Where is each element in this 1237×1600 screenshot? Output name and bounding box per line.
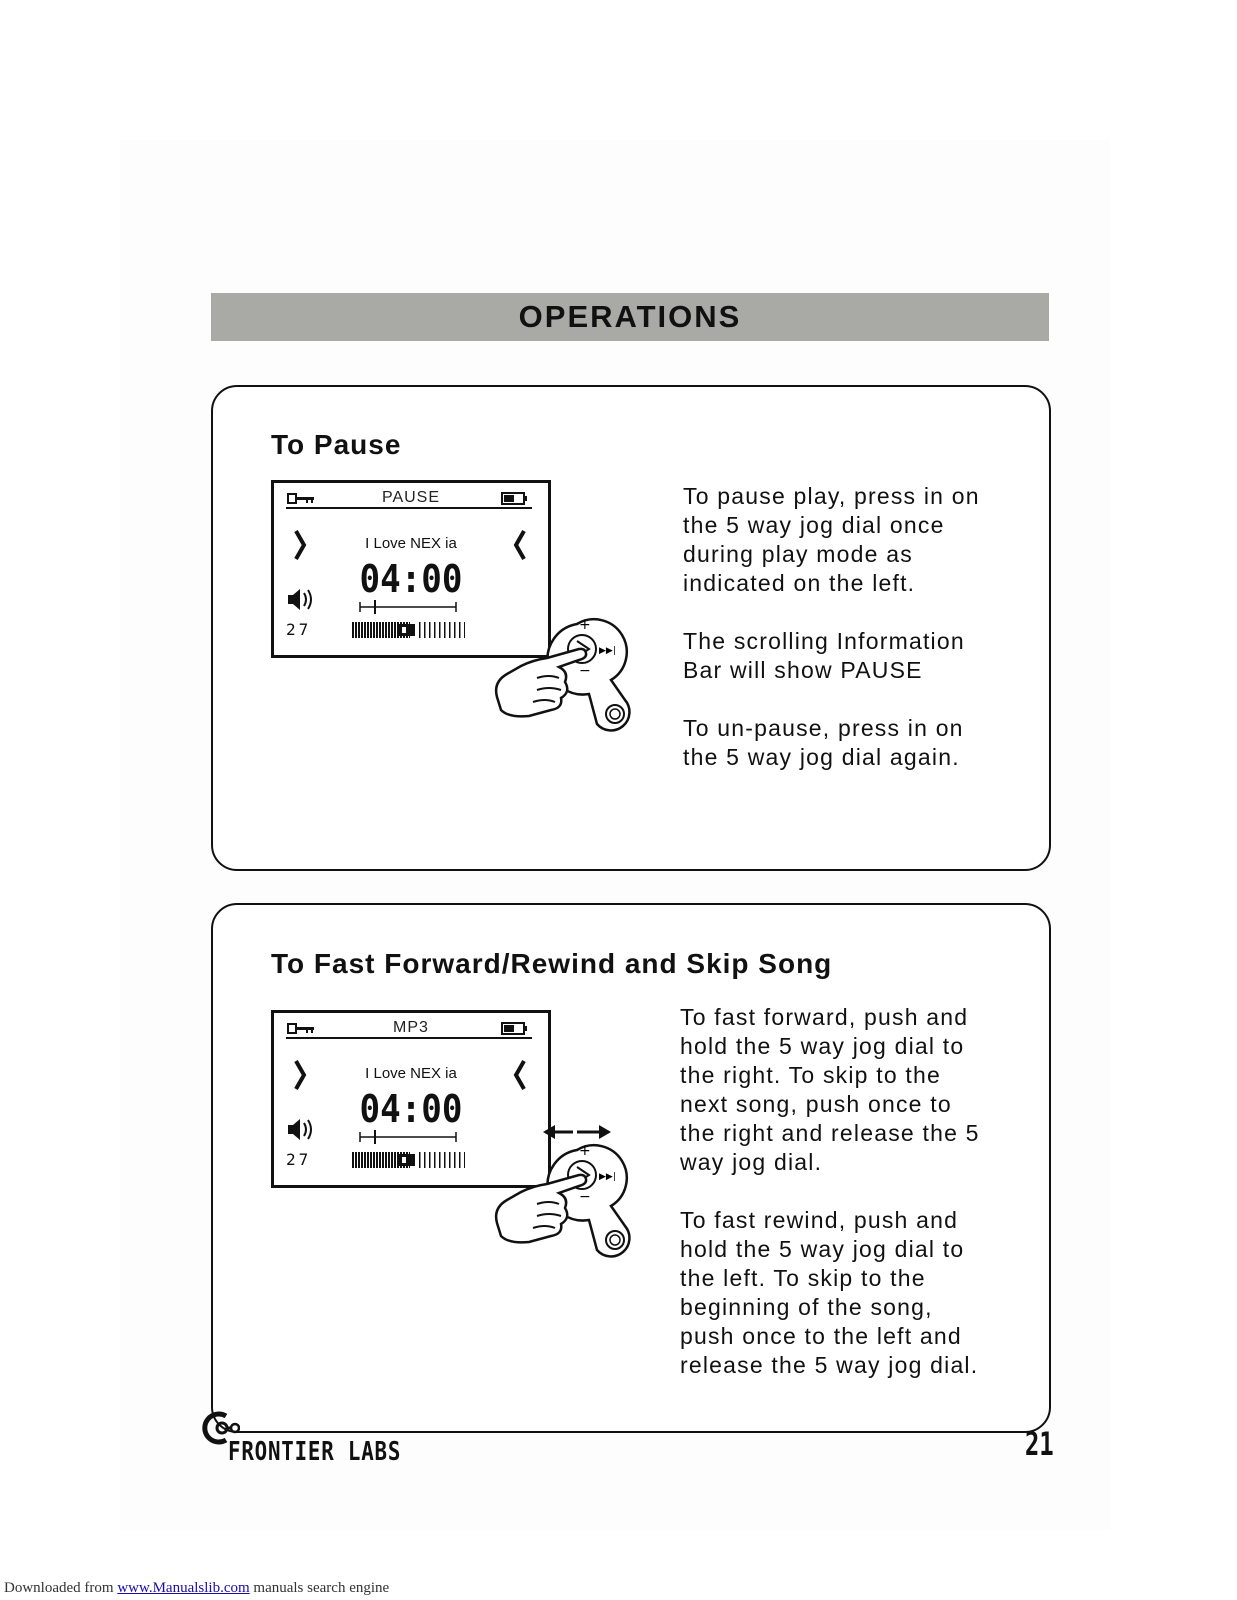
screen-track-number: 27	[286, 620, 312, 639]
brand-logo-text: FRONTIER LABS	[228, 1437, 402, 1467]
paragraph: To un-pause, press in on the 5 way jog dial again.	[683, 715, 964, 770]
screen-song-title: I Love NEX ia	[365, 1065, 457, 1082]
fast-forward-panel	[211, 903, 1051, 1433]
footer-prefix: Downloaded from	[4, 1580, 114, 1596]
instructions-text	[683, 482, 1033, 801]
section-title: To Pause	[271, 429, 402, 460]
svg-text:−: −	[579, 663, 591, 679]
section-header-bar	[211, 293, 1049, 341]
paragraph: The scrolling Information Bar will show PAUSE	[683, 628, 965, 683]
left-right-arrows-icon	[543, 1125, 611, 1139]
section-title: To Fast Forward/Rewind and Skip Song	[271, 948, 833, 979]
svg-text:▶▶|: ▶▶|	[599, 646, 616, 656]
footer-suffix: manuals search engine	[253, 1580, 390, 1596]
download-footer	[4, 1580, 389, 1597]
screen-mode-label: PAUSE	[381, 489, 441, 506]
paragraph: To pause play, press in on the 5 way jog dial once during play mode as indicated on the left.	[683, 483, 980, 596]
progress-bar	[360, 600, 456, 614]
svg-text:▶▶|: ▶▶|	[599, 1172, 616, 1182]
equalizer-level-bar	[352, 622, 465, 638]
svg-text:+: +	[579, 617, 591, 633]
screen-song-title: I Love NEX ia	[365, 535, 457, 552]
jog-dial-push-illustration	[493, 1120, 653, 1260]
screen-time: 04:00	[359, 1087, 463, 1131]
svg-text:+: +	[579, 1143, 591, 1159]
pause-panel	[211, 385, 1051, 871]
page-title: OPERATIONS	[518, 299, 742, 334]
page-number: 21	[1024, 1425, 1054, 1463]
progress-bar	[360, 1130, 456, 1144]
svg-text:−: −	[579, 1189, 591, 1205]
screen-time: 04:00	[359, 557, 463, 601]
instructions-text	[680, 1003, 1030, 1409]
screen-mode-label: MP3	[393, 1019, 429, 1036]
paragraph: To fast forward, push and hold the 5 way jog dial to the right. To skip to the next song, push once to the right and release the 5 way jog dial.	[680, 1004, 980, 1175]
paragraph: To fast rewind, push and hold the 5 way jog dial to the left. To skip to the beginning of the song, push once to the left and release the 5 way jog dial.	[680, 1207, 979, 1378]
screen-track-number: 27	[286, 1150, 312, 1169]
manualslib-link[interactable]: www.Manualslib.com	[117, 1580, 250, 1596]
jog-dial-press-illustration	[493, 612, 653, 737]
equalizer-level-bar	[352, 1152, 465, 1168]
